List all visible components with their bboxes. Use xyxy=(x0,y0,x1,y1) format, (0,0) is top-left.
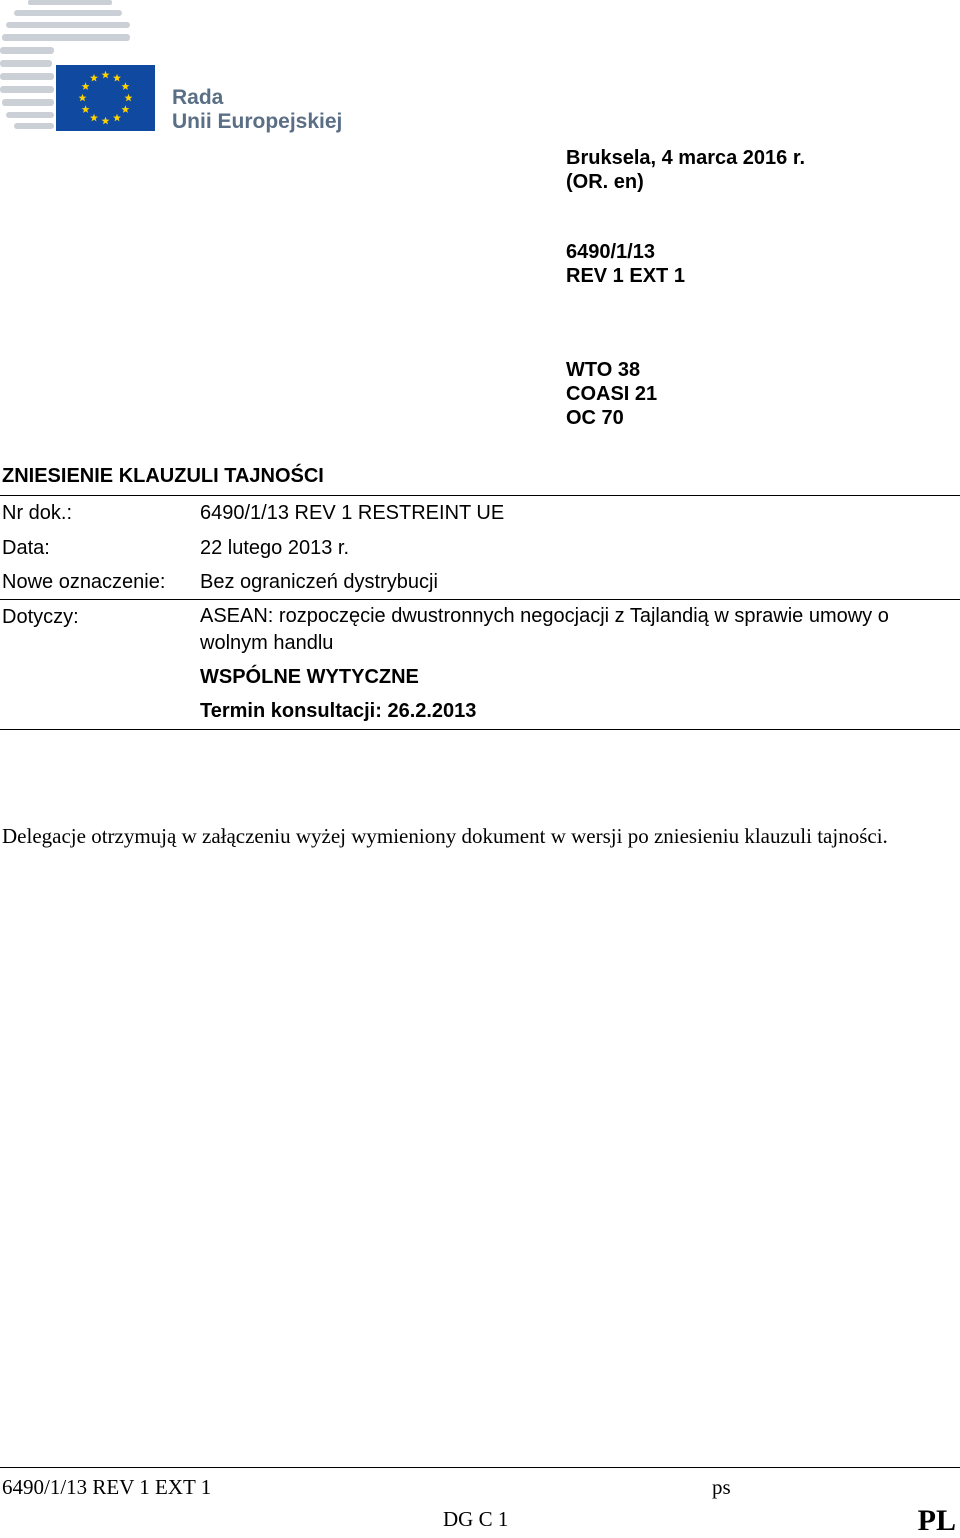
divider-top xyxy=(0,495,960,496)
footer-dg: DG C 1 xyxy=(443,1507,509,1531)
footer-initials: ps xyxy=(712,1475,731,1499)
footer-language: PL xyxy=(917,1504,956,1537)
doc-revision: REV 1 EXT 1 xyxy=(566,265,685,287)
org-name-line1: Rada xyxy=(172,86,224,109)
doc-number: 6490/1/13 xyxy=(566,241,655,263)
date-block xyxy=(566,146,805,194)
divider-middle xyxy=(0,599,960,600)
original-language: (OR. en) xyxy=(566,171,644,193)
label-doc-number: Nr dok.: xyxy=(2,502,73,524)
place-date: Bruksela, 4 marca 2016 r. xyxy=(566,147,806,169)
divider-bottom xyxy=(0,729,960,730)
label-new-marking: Nowe oznaczenie: xyxy=(2,571,166,593)
value-date: 22 lutego 2013 r. xyxy=(200,537,350,559)
org-name-line2: Unii Europejskiej xyxy=(172,110,343,133)
body-text: Delegacje otrzymują w załączeniu wyżej wymieniony dokument w wersji po zniesieniu klauzuli tajności. xyxy=(2,824,888,848)
codes-block xyxy=(566,358,657,430)
declassification-title: ZNIESIENIE KLAUZULI TAJNOŚCI xyxy=(2,465,324,487)
value-doc-number: 6490/1/13 REV 1 RESTREINT UE xyxy=(200,502,505,524)
eu-flag-icon xyxy=(56,65,155,131)
code-3: OC 70 xyxy=(566,407,624,429)
consultation-deadline: Termin konsultacji: 26.2.2013 xyxy=(200,700,477,722)
doc-number-block xyxy=(566,240,685,288)
label-date: Data: xyxy=(2,537,50,559)
value-subject: ASEAN: rozpoczęcie dwustronnych negocjacji z Tajlandią w sprawie umowy o wolnym handlu xyxy=(200,605,889,654)
footer-divider xyxy=(0,1467,960,1468)
subject-heading: WSPÓLNE WYTYCZNE xyxy=(200,666,419,688)
code-2: COASI 21 xyxy=(566,383,658,405)
footer-doc-ref: 6490/1/13 REV 1 EXT 1 xyxy=(2,1475,212,1499)
value-new-marking: Bez ograniczeń dystrybucji xyxy=(200,571,438,593)
code-1: WTO 38 xyxy=(566,359,641,381)
label-subject: Dotyczy: xyxy=(2,606,79,628)
org-name xyxy=(172,86,342,134)
